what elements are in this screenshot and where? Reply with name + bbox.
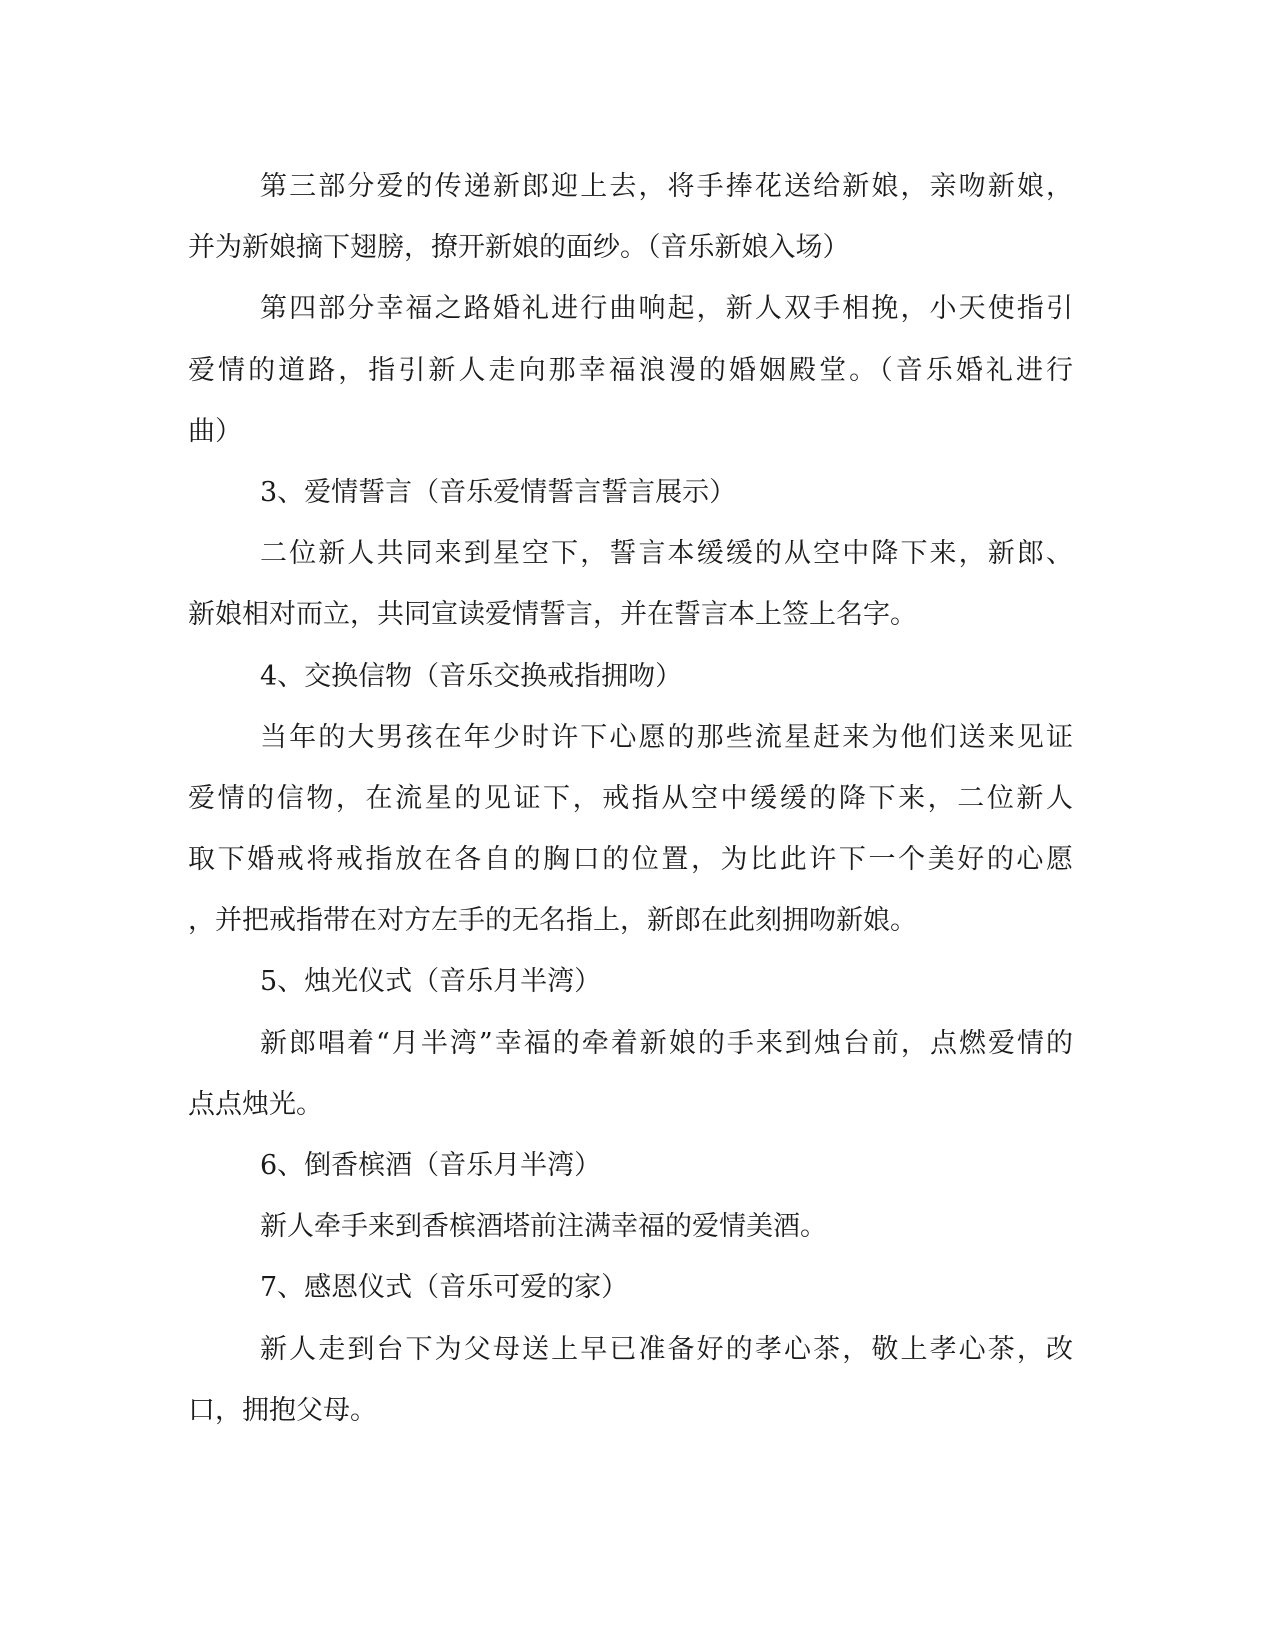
document-line: 当年的大男孩在年少时许下心愿的那些流星赶来为他们送来见证 xyxy=(260,721,1073,753)
document-line: 爱情的信物，在流星的见证下，戒指从空中缓缓的降下来，二位新人 xyxy=(188,782,1073,814)
document-line: 曲） xyxy=(188,415,242,447)
document-line: 新人牵手来到香槟酒塔前注满幸福的爱情美酒。 xyxy=(260,1211,827,1243)
document-line: ，并把戒指带在对方左手的无名指上，新郎在此刻拥吻新娘。 xyxy=(188,905,917,937)
document-line: 新娘相对而立，共同宣读爱情誓言，并在誓言本上签上名字。 xyxy=(188,599,917,631)
document-line: 取下婚戒将戒指放在各自的胸口的位置，为比此许下一个美好的心愿 xyxy=(188,844,1073,876)
document-line: 6、倒香槟酒（音乐月半湾） xyxy=(260,1150,602,1181)
document-line: 新人走到台下为父母送上早已准备好的孝心茶，敬上孝心茶，改 xyxy=(260,1333,1073,1365)
document-line: 4、交换信物（音乐交换戒指拥吻） xyxy=(260,660,683,692)
document-line: 并为新娘摘下翅膀，撩开新娘的面纱。（音乐新娘入场） xyxy=(188,232,850,264)
document-line: 第三部分爱的传递新郎迎上去，将手捧花送给新娘，亲吻新娘， xyxy=(260,171,1073,202)
document-line: 3、爱情誓言（音乐爱情誓言誓言展示） xyxy=(260,476,737,508)
document-line: 爱情的道路，指引新人走向那幸福浪漫的婚姻殿堂。（音乐婚礼进行 xyxy=(188,354,1073,386)
document-line: 7、感恩仪式（音乐可爱的家） xyxy=(260,1272,629,1304)
document-line: 新郎唱着“月半湾”幸福的牵着新娘的手来到烛台前，点燃爱情的 xyxy=(260,1027,1073,1059)
document-line: 二位新人共同来到星空下，誓言本缓缓的从空中降下来，新郎、 xyxy=(260,538,1073,570)
document-line: 5、烛光仪式（音乐月半湾） xyxy=(260,966,602,998)
document-line: 点点烛光。 xyxy=(188,1088,323,1120)
document-line: 口，拥抱父母。 xyxy=(188,1394,377,1426)
document-line: 第四部分幸福之路婚礼进行曲响起，新人双手相挽，小天使指引 xyxy=(260,293,1073,325)
document-body xyxy=(188,156,1073,1441)
